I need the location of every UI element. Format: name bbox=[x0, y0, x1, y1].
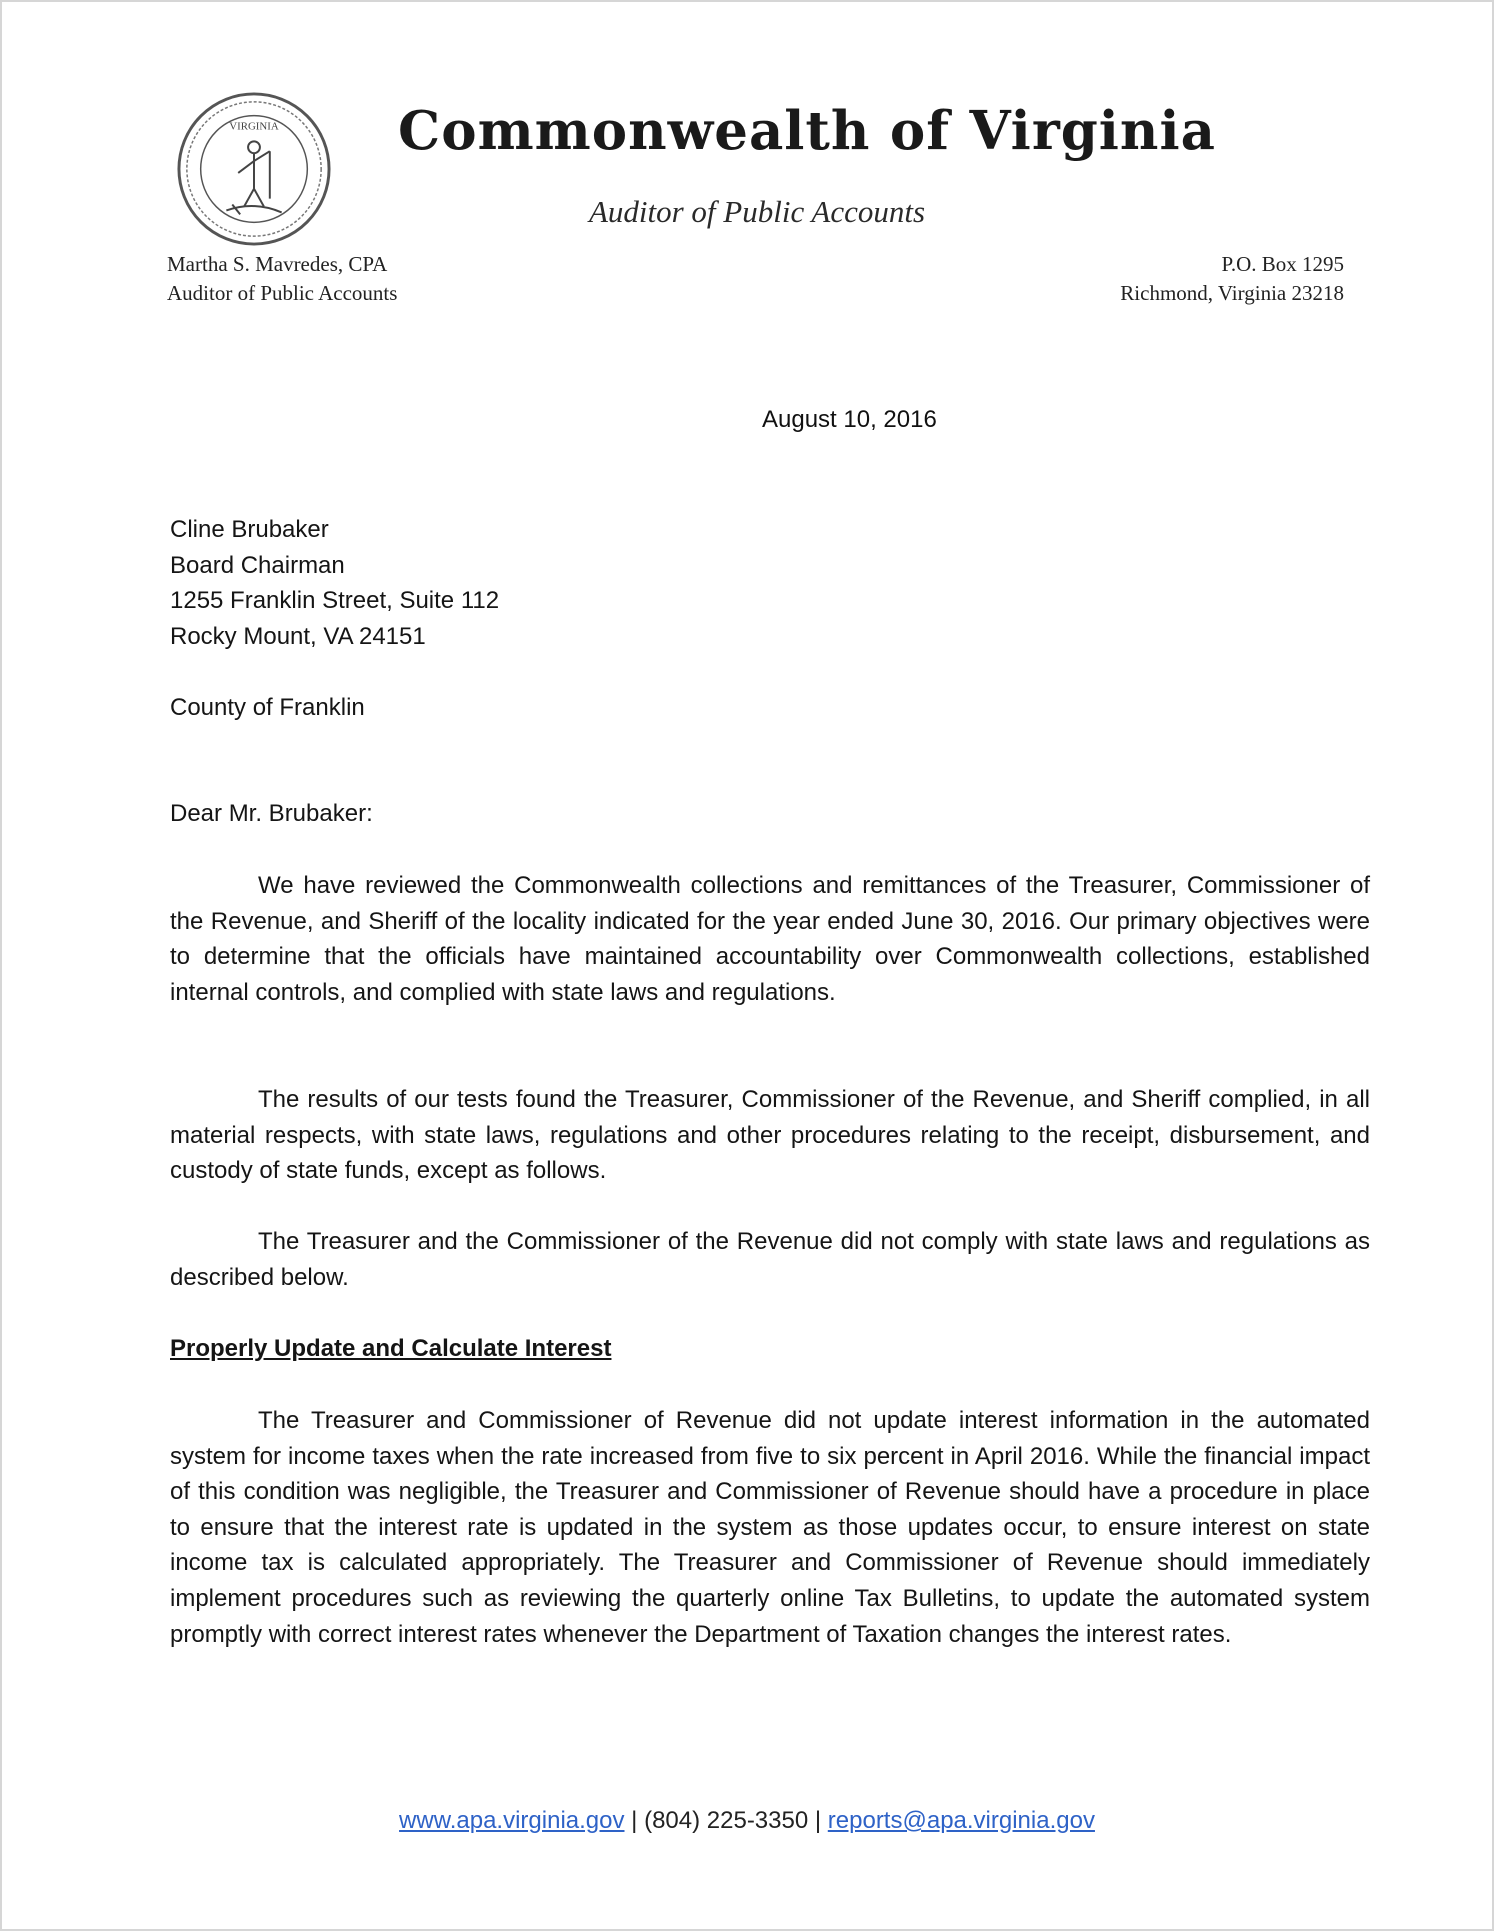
recipient-block bbox=[170, 512, 1370, 654]
auditor-block bbox=[167, 250, 397, 308]
letterhead-subtitle: Auditor of Public Accounts bbox=[588, 194, 926, 229]
paragraph-3-wrap bbox=[170, 1224, 1370, 1295]
footer-phone: (804) 225-3350 bbox=[644, 1807, 809, 1834]
address-block bbox=[1120, 250, 1344, 308]
email-link[interactable]: reports@apa.virginia.gov bbox=[827, 1807, 1095, 1834]
footer bbox=[2, 1807, 1492, 1835]
locality: County of Franklin bbox=[170, 694, 365, 721]
seal-label: VIRGINIA bbox=[229, 120, 279, 133]
paragraph-1-wrap bbox=[170, 868, 1370, 1010]
recipient-line: Board Chairman bbox=[170, 551, 345, 579]
city-state-zip: Richmond, Virginia 23218 bbox=[1120, 281, 1344, 305]
paragraph-4-wrap bbox=[170, 1403, 1370, 1652]
recipient-line: Rocky Mount, VA 24151 bbox=[170, 622, 426, 650]
letterhead-title: Commonwealth of Virginia bbox=[398, 100, 1216, 162]
recipient-line: Cline Brubaker bbox=[170, 516, 329, 543]
website-link[interactable]: www.apa.virginia.gov bbox=[399, 1807, 625, 1834]
recipient-line: 1255 Franklin Street, Suite 112 bbox=[170, 587, 500, 615]
footer-separator: | bbox=[814, 1807, 822, 1834]
paragraph-3: The Treasurer and the Commissioner of the Revenue did not comply with state laws and regulations as described below. bbox=[170, 1228, 1370, 1291]
paragraph-1: We have reviewed the Commonwealth collections and remittances of the Treasurer, Commissioner of the Revenue, and Sheriff of the locality indicated for the year ended June 30, 2016. Our primary objectives were to determine that the officials have maintained accountability over Commonwealth collections, established internal controls, and complied with state laws and regulations. bbox=[170, 872, 1370, 1006]
paragraph-4: The Treasurer and Commissioner of Revenue did not update interest information in the automated system for income taxes when the rate increased from five to six percent in April 2016. While the financial impact of this condition was negligible, the Treasurer and Commissioner of Revenue should have a procedure in place to ensure that the interest rate is updated in the system as those updates occur, to ensure interest on state income tax is calculated appropriately. The Treasurer and Commissioner of Revenue should immediately implement procedures such as reviewing the quarterly online Tax Bulletins, to update the automated system promptly with correct interest rates whenever the Department of Taxation changes the interest rates. bbox=[170, 1407, 1370, 1648]
footer-separator: | bbox=[631, 1807, 638, 1834]
letter-date: August 10, 2016 bbox=[762, 406, 937, 433]
po-box: P.O. Box 1295 bbox=[1221, 252, 1344, 276]
section-heading: Properly Update and Calculate Interest bbox=[170, 1335, 612, 1362]
paragraph-2-wrap bbox=[170, 1082, 1370, 1189]
salutation: Dear Mr. Brubaker: bbox=[170, 800, 373, 827]
auditor-name: Martha S. Mavredes, CPA bbox=[167, 252, 388, 276]
auditor-role: Auditor of Public Accounts bbox=[167, 281, 398, 305]
paragraph-2: The results of our tests found the Treasurer, Commissioner of the Revenue, and Sheriff complied, in all material respects, with state laws, regulations and other procedures relating to the receipt, disbursement, and custody of state funds, except as follows. bbox=[170, 1086, 1370, 1185]
